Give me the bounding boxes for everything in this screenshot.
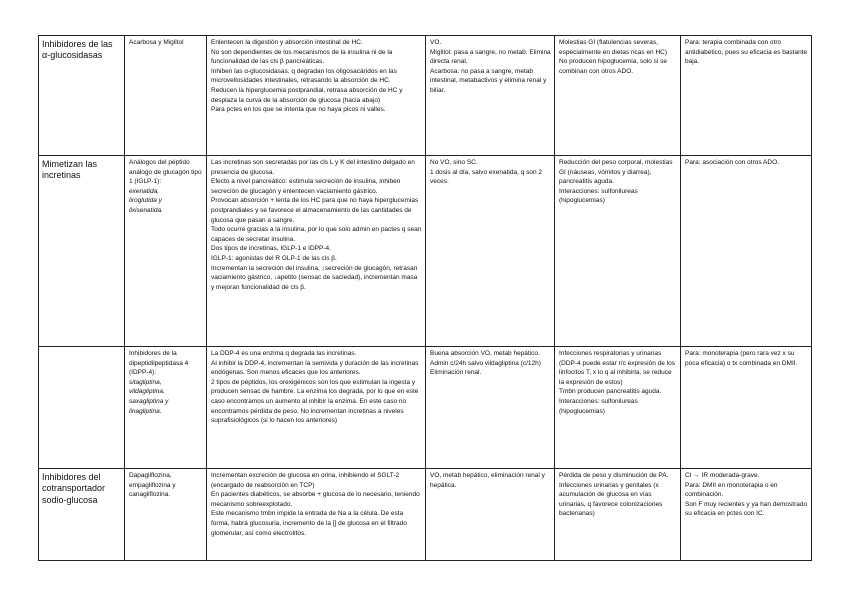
group-cell [39,347,125,469]
mechanism-cell: La DDP-4 es una enzima q degrada las incretinas. Al inhibir la DDP-4, incrementan la semivida y duración de las incretinas endógenas. Son menos eficaces que los anteriores. 2 tipos de péptidos, los orexigénicos son los que estimulan la ingesta y producen sensac de hambre. La enzima los degrada, por lo que en este caso encontramos un aumento al inhibir la enzima. En este caso no encontramos pérdida de peso. No incrementan incretinas a niveles suprafisiológicos (si lo hacen los anteriores) [207,347,426,469]
table-row [39,156,812,347]
group-cell: Inhibidores del cotransportador sodio-glucosa [39,469,125,561]
table-row [39,469,812,561]
group-cell: Inhibidores de las α-glucosidasas [39,36,125,156]
adverse-effects-cell: Reducción del peso corporal, molestias GI (náuseas, vómitos y diarrea), pancreatitis aguda. Interacciones: sulfonilureas (hipoglucemias) [555,156,681,347]
use-cell: CI → IR moderada-grave. Para: DMII en monoterapia o en combinación. Son F muy recientes y ya han demostrado su eficacia en pctes con IC. [681,469,812,561]
mechanism-cell: Enlentecen la digestión y absorción intestinal de HC. No son dependientes de los mecanismos de la insulina ni de la funcionalidad de las cls β pancreáticas. Inhiben las α-glucosidasas, q degradan los oligosacáridos en las microvellosidades intestinales, retrasando la absorción de HC. Reducen la hiperglucemia postprandial, retrasa absorción de HC y desplaza la curva de la absorción de glucosa (hacia abajo) Para pctes en los que se intenta que no haya picos ni valles. [207,36,426,156]
use-cell: Para: asociación con otros ADO. [681,156,812,347]
drug-table [38,35,812,561]
drug-cell: Inhibidores de la dipeptidilpeptidasa 4 (IDPP-4): sitagliptina, vildagliptina, saxagliptina y linagliptina. [125,347,207,469]
group-cell: Mimetizan las incretinas [39,156,125,347]
pharmacokinetics-cell: No VO, sino SC. 1 dosis al día, salvo exenatida, q son 2 veces. [426,156,555,347]
adverse-effects-cell: Infecciones respiratorias y urinarias (DDP-4 puede estar r/c expresión de los linfocitos T, x lo q al inhibirla, se reduce la expresión de estos) Tmbn producen pancreatitis aguda. Interacciones: sulfonilureas (hipoglucemias) [555,347,681,469]
mechanism-cell: Incrementan excreción de glucosa en orina, inhibiendo el SGLT-2 (encargado de reabsorción en TCP) En pacientes diabéticos, se absorbe + glucosa de lo necesario, teniendo mecanismo sobreexplotado. Este mecanismo tmbn impide la entrada de Na a la célula. De esta forma, habrá glucosuria, incremento de la [] de glucosa en el filtrado glomerular, así como electrolitos. [207,469,426,561]
table-row [39,36,812,156]
use-cell: Para: monoterapia (pero rara vez x su poca eficacia) o tx combinada en DMII. [681,347,812,469]
drug-cell: Dapagliflozina, empagliflozina y canagliflozina. [125,469,207,561]
pharmacokinetics-cell: VO. Miglitol: pasa a sangre, no metab. Elimina directa renal. Acarbosa: no pasa a sangre, metab intestinal, metabactivos y elimina renal y biliar. [426,36,555,156]
use-cell: Para: terapia combinada con otro antidiabético, pues su eficacia es bastante baja. [681,36,812,156]
pharmacokinetics-cell: Buena absorción VO, metab hepático. Admin c/24h salvo vildagliptina (c/12h) Eliminación renal. [426,347,555,469]
drug-cell: Acarbosa y Miglitol [125,36,207,156]
pharmacokinetics-cell: VO, metab hepático, eliminación renal y hepática. [426,469,555,561]
mechanism-cell: Las incretinas son secretadas por las cls L y K del intestino delgado en presencia de glucosa. Efecto a nivel pancreático: estimula secreción de insulina, inhiben secreción de glucagón y enlentecen vaciamiento gástrico. Provocan absorción + lenta de los HC para que no haya hiperglucemias postprandiales y se favorece el almacenamiento de las cantidades de glucosa que pasan a sangre. Todo ocurre gracias a la insulina, por lo que solo admin en pactes q sean capaces de secretar insulina. Dos tipos de incretinas, IGLP-1 e IDPP-4. IGLP-1: agonistas del R GLP-1 de las cls β. Incrementan la secreción del insulina, ↓secreción de glucagón, retrasan vaciamiento gástrico, ↓apetito (sensac de saciedad), incrementan masa y mejoran funcionalidad de cls β. [207,156,426,347]
adverse-effects-cell: Molestias GI (flatulencias severas, especialmente en dietas ricas en HC) No producen hipoglucemia, solo si se combinan con otros ADO. [555,36,681,156]
drug-cell: Análogos del péptido análogo de glucagón tipo 1 (IGLP-1): exenatida, liroglutida y lixisenatida. [125,156,207,347]
table-row [39,347,812,469]
adverse-effects-cell: Pérdida de peso y disminución de PA. Infecciones urinarias y genitales (x acumulación de glucosa en vías urinarias, q favorece colonizaciones bacterianas) [555,469,681,561]
